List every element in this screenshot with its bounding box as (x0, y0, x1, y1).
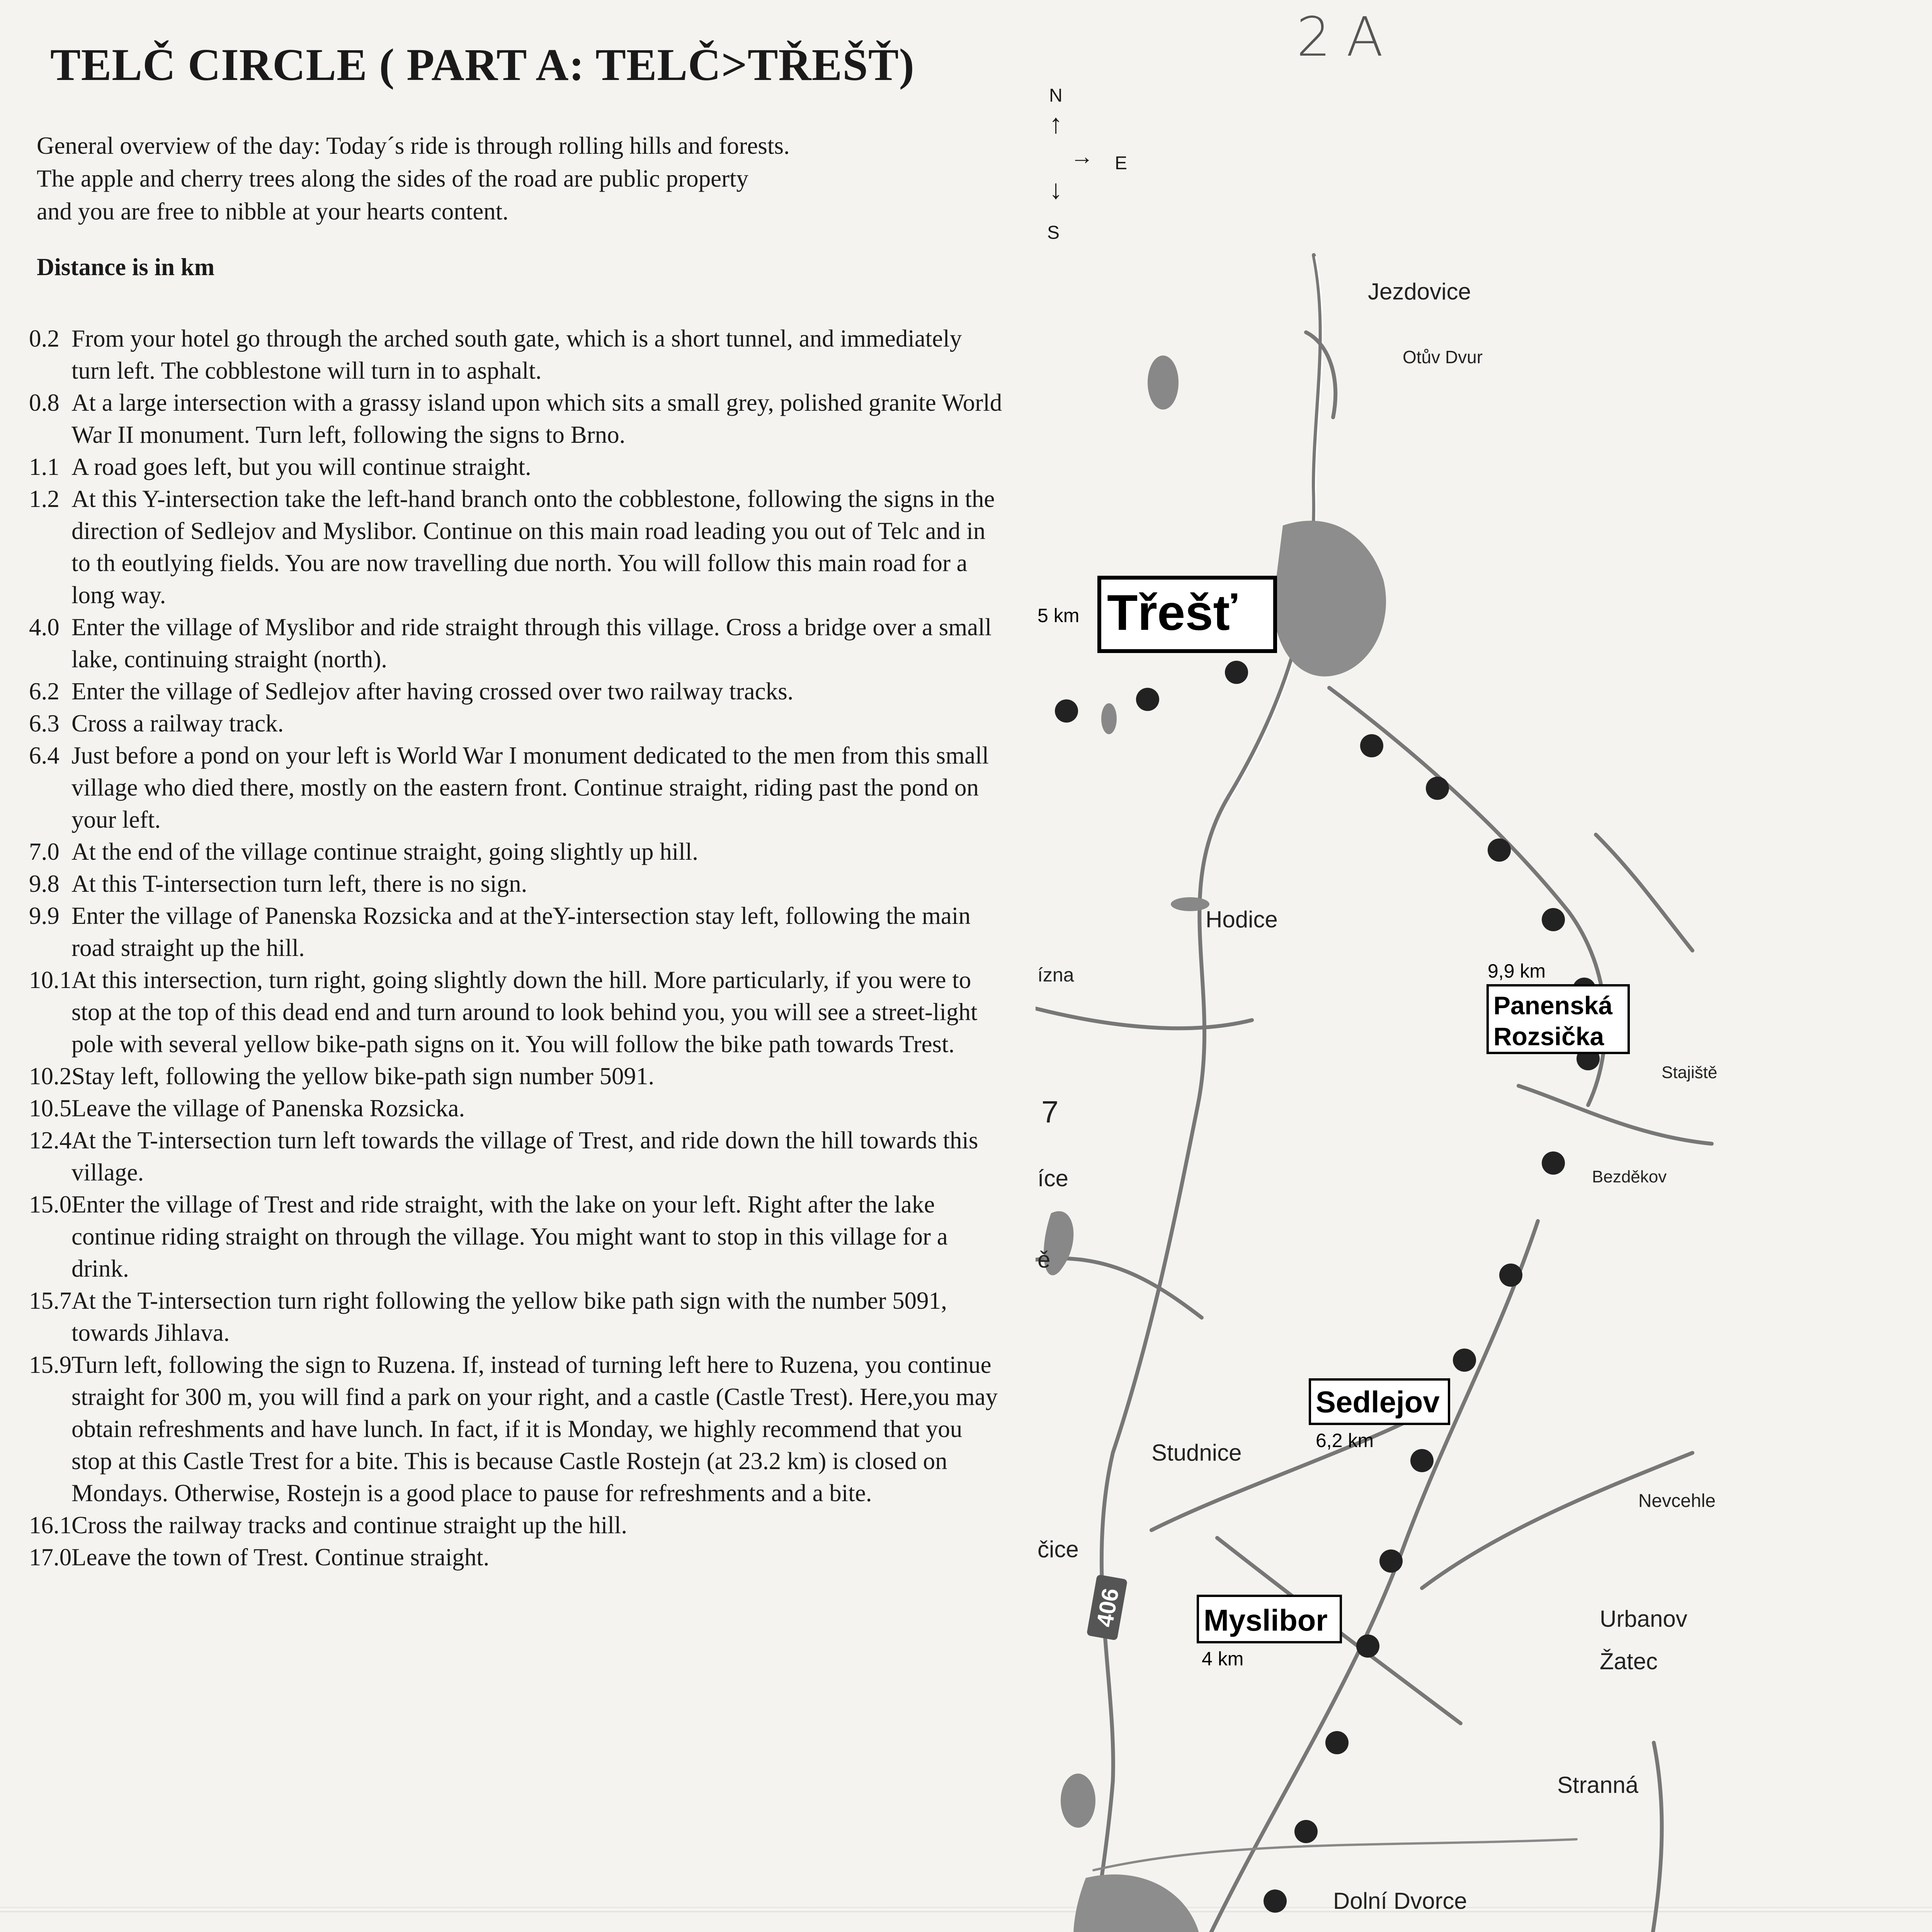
direction-step (29, 900, 1007, 964)
place-hodice: Hodice (1206, 906, 1278, 932)
route-dot (1360, 734, 1383, 757)
step-text: Cross the railway tracks and continue straight up the hill. (71, 1512, 628, 1539)
direction-step (29, 964, 1007, 1060)
step-km: 9.9 (29, 902, 60, 929)
route-dot (1055, 699, 1078, 723)
route-dot (1542, 908, 1565, 931)
arrow-right-icon: → (1070, 143, 1094, 169)
sedlejov-name: Sedlejov (1316, 1385, 1440, 1419)
direction-step (29, 740, 1007, 836)
lake (1101, 703, 1117, 734)
route-dot (1499, 1264, 1522, 1287)
direction-step (29, 1060, 1007, 1092)
step-km: 15.9 (29, 1351, 72, 1378)
place-bezdekov: Bezděkov (1592, 1167, 1667, 1186)
road-406 (1059, 255, 1321, 1932)
direction-step (29, 675, 1007, 707)
route-directions (29, 323, 1007, 1573)
road (1036, 1009, 1252, 1028)
page-title: TELČ CIRCLE ( PART A: TELČ>TŘEŠŤ) (50, 39, 915, 90)
direction-step (29, 1285, 1007, 1349)
step-km: 16.1 (29, 1512, 72, 1539)
step-text: Stay left, following the yellow bike-path sign number 5091. (71, 1063, 655, 1090)
step-text: Leave the village of Panenska Rozsicka. (71, 1095, 465, 1122)
road (1151, 1414, 1422, 1530)
direction-step (29, 868, 1007, 900)
direction-step (29, 1092, 1007, 1124)
route-dot (1264, 1889, 1287, 1913)
panenska-name-2: Rozsička (1493, 1022, 1604, 1051)
direction-step (29, 483, 1007, 611)
road (1634, 1743, 1662, 1932)
panenska-label (1488, 960, 1629, 1053)
route-dot (1225, 661, 1248, 684)
direction-step (29, 707, 1007, 740)
route-dot (1453, 1349, 1476, 1372)
myslibor-label (1198, 1596, 1341, 1670)
place-fragment: 7 (1041, 1095, 1059, 1129)
lake (1061, 1774, 1095, 1828)
step-km: 17.0 (29, 1544, 72, 1571)
step-km: 15.7 (29, 1287, 72, 1314)
distance-note: Distance is in km (37, 253, 215, 281)
step-text: Turn left, following the sign to Ruzena. If, instead of turning left here to Ruzena, you continue straight for 300 m, you will find a park on your right, and a castle (Castle Trest). Here,you may obtain refreshments and have lunch. In fact, if it is Monday, we highly recommend that you stop at this Castle Trest for a bite. This is because Castle Rostejn (at 23.2 km) is closed on Mondays. Otherwise, Rostejn is a good place to pause for refreshments and a bite. (71, 1351, 998, 1507)
direction-step (29, 1349, 1007, 1509)
place-zatec: Žatec (1600, 1648, 1658, 1674)
direction-step (29, 836, 1007, 868)
intro-text (37, 129, 1003, 228)
arrow-up-icon: ↑ (1049, 109, 1063, 139)
step-text: At the T-intersection turn left towards the village of Trest, and ride down the hill towards this village. (71, 1127, 978, 1186)
direction-step (29, 451, 1007, 483)
step-km: 4.0 (29, 614, 60, 641)
step-km: 0.2 (29, 325, 60, 352)
place-dolni-dvorce: Dolní Dvorce (1333, 1888, 1467, 1914)
direction-step (29, 1509, 1007, 1541)
compass-south: S (1047, 223, 1060, 243)
step-text: Enter the village of Panenska Rozsicka and at theY-intersection stay left, following the main road straight up the hill. (71, 902, 971, 961)
step-text: Enter the village of Trest and ride straight, with the lake on your left. Right after the lake continue riding straight on through the village. You might want to stop in this village for a drink. (71, 1191, 948, 1282)
step-text: A road goes left, but you will continue straight. (71, 453, 531, 480)
compass-north: N (1049, 85, 1063, 106)
route-dot (1356, 1634, 1379, 1658)
step-km: 1.1 (29, 453, 60, 480)
direction-step (29, 1189, 1007, 1285)
direction-step (29, 323, 1007, 387)
step-text: At this Y-intersection take the left-hand branch onto the cobblestone, following the signs in the direction of Sedlejov and Myslibor. Continue on this main road leading you out of Telc and in to th eoutlying fields. You are now travelling due north. You will follow this main road for a long way. (71, 485, 995, 609)
place-jezdovice: Jezdovice (1368, 279, 1471, 304)
place-otuv-dvur: Otův Dvur (1403, 347, 1483, 367)
direction-step (29, 611, 1007, 675)
lake (1171, 897, 1209, 911)
step-text: At this T-intersection turn left, there is no sign. (71, 870, 527, 897)
trest-name: Třešť (1107, 584, 1237, 641)
step-text: At the T-intersection turn right following the yellow bike path sign with the number 5091, towards Jihlava. (71, 1287, 947, 1346)
sedlejov-km: 6,2 km (1316, 1430, 1374, 1451)
place-fragment: ě (1037, 1247, 1051, 1272)
route-dot (1136, 688, 1159, 711)
step-km: 0.8 (29, 389, 60, 416)
step-text: At the end of the village continue straight, going slightly up hill. (71, 838, 699, 865)
intro-line: and you are free to nibble at your hearts content. (37, 198, 509, 225)
railway (1094, 1839, 1577, 1870)
place-nevcehle: Nevcehle (1638, 1491, 1716, 1511)
place-stranna: Stranná (1557, 1772, 1639, 1798)
step-km: 10.2 (29, 1063, 72, 1090)
svg-text:406: 406 (1091, 1586, 1124, 1629)
route-dot (1379, 1549, 1403, 1573)
road (1422, 1453, 1692, 1588)
place-fragment: íce (1037, 1165, 1069, 1191)
road-south (1209, 1221, 1538, 1932)
myslibor-name: Myslibor (1204, 1603, 1328, 1637)
step-km: 15.0 (29, 1191, 72, 1218)
step-text: Enter the village of Sedlejov after having crossed over two railway tracks. (71, 678, 794, 705)
step-text: Just before a pond on your left is World War I monument dedicated to the men from this small village who died there, mostly on the eastern front. Continue straight, riding past the pond on your left. (71, 742, 989, 833)
direction-step (29, 1124, 1007, 1189)
place-studnice: Studnice (1151, 1440, 1242, 1466)
trest-area (1274, 521, 1386, 677)
route-dot (1410, 1449, 1434, 1472)
lake (1148, 355, 1179, 410)
step-text: Leave the town of Trest. Continue straight. (71, 1544, 490, 1571)
sedlejov-label (1310, 1379, 1449, 1451)
arrow-down-icon: ↓ (1049, 174, 1063, 204)
route-dot (1488, 838, 1511, 862)
trest-label (1037, 578, 1275, 651)
place-urbanov: Urbanov (1600, 1606, 1687, 1632)
intro-line: The apple and cherry trees along the sides of the road are public property (37, 165, 749, 192)
telc-area (1073, 1874, 1202, 1932)
place-stajiste: Stajiště (1662, 1063, 1718, 1082)
step-km: 12.4 (29, 1127, 72, 1154)
page-mark: 2A (1296, 6, 1399, 69)
town-areas (1073, 521, 1386, 1932)
route-dot (1426, 777, 1449, 800)
trest-km: 5 km (1037, 605, 1080, 626)
panenska-name-1: Panenská (1493, 991, 1613, 1020)
road-shield-406 (1087, 1574, 1128, 1640)
step-text: From your hotel go through the arched south gate, which is a short tunnel, and immediately turn left. The cobblestone will turn in to asphalt. (71, 325, 962, 384)
road (1596, 835, 1692, 951)
intro-line: General overview of the day: Today´s ride is through rolling hills and forests. (37, 132, 790, 159)
place-fragment: čice (1037, 1536, 1079, 1562)
place-fragment: ízna (1037, 964, 1074, 986)
step-text: At this intersection, turn right, going slightly down the hill. More particularly, if you were to stop at the top of this dead end and turn around to look behind you, you will see a street-light pole with several yellow bike-path signs on it. You will follow the bike path towards Trest. (71, 966, 978, 1058)
step-text: At a large intersection with a grassy island upon which sits a small grey, polished granite World War II monument. Turn left, following the signs to Brno. (71, 389, 1002, 448)
step-km: 10.5 (29, 1095, 72, 1122)
myslibor-km: 4 km (1202, 1648, 1244, 1670)
step-text: Cross a railway track. (71, 710, 284, 737)
step-km: 1.2 (29, 485, 60, 512)
direction-step (29, 1541, 1007, 1573)
route-dot (1294, 1820, 1318, 1843)
road (1519, 1086, 1712, 1144)
step-km: 10.1 (29, 966, 72, 993)
panenska-km: 9,9 km (1488, 960, 1546, 982)
route-map (1036, 216, 1719, 1932)
step-km: 6.3 (29, 710, 60, 737)
step-km: 6.4 (29, 742, 60, 769)
step-km: 6.2 (29, 678, 60, 705)
compass-east: E (1115, 153, 1128, 173)
route-dot (1542, 1151, 1565, 1175)
route-dot (1325, 1731, 1349, 1754)
step-km: 7.0 (29, 838, 60, 865)
route-dots (1055, 661, 1600, 1913)
step-text: Enter the village of Myslibor and ride straight through this village. Cross a bridge over a small lake, continuing straight (north). (71, 614, 992, 673)
step-km: 9.8 (29, 870, 60, 897)
direction-step (29, 387, 1007, 451)
